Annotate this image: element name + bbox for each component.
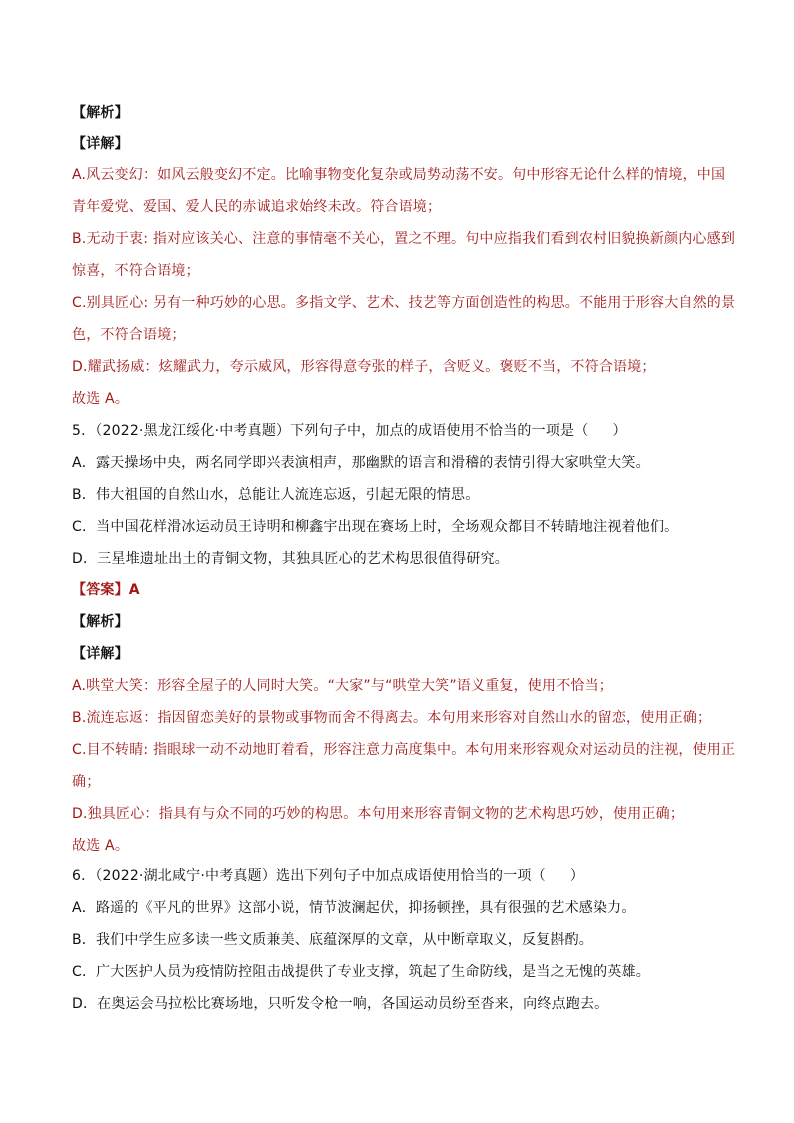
question-5-stem-text: 5．（2022·黑龙江绥化·中考真题）下列句子中，加点的成语使用不恰当的一项是（	[72, 423, 589, 439]
question-5-explanation-d: D.独具匠心：指具有与众不同的巧妙的构思。本句用来形容青铜文物的艺术构思巧妙，使用正确；	[72, 806, 685, 822]
question-5-jiexi-heading: 【解析】	[72, 614, 129, 630]
explanation-c-line1: C.别具匠心: 另有一种巧妙的心思。多指文学、艺术、技艺等方面创造性的构思。不能用于形容大自然的景	[72, 295, 736, 311]
question-6-option-a: A．路遥的《平凡的世界》这部小说，情节波澜起伏，抑扬顿挫，具有很强的艺术感染力。	[72, 900, 636, 916]
question-5-explanation-c-line2: 确；	[72, 774, 101, 790]
question-5-choose-answer: 故选 A。	[72, 838, 130, 854]
question-6-stem-text: 6．（2022·湖北咸宁·中考真题）选出下列句子中加点成语使用恰当的一项（	[72, 868, 546, 884]
explanation-b-line2: 惊喜，不符合语境；	[72, 263, 200, 279]
explanation-c-line2: 色，不符合语境；	[72, 327, 186, 343]
explanation-a-line2: 青年爱党、爱国、爱人民的赤诚追求始终未改。符合语境；	[72, 199, 442, 215]
question-5-stem	[72, 421, 627, 441]
question-6-stem-close: ）	[569, 868, 585, 884]
question-6-option-b: B．我们中学生应多读一些文质兼美、底蕴深厚的文章，从中断章取义，反复斟酌。	[72, 932, 594, 948]
question-5-explanation-b: B.流连忘返：指因留恋美好的景物或事物而舍不得离去。本句用来形容对自然山水的留恋，使用正确；	[72, 710, 712, 726]
question-5-option-c: C．当中国花样滑冰运动员王诗明和柳鑫宇出现在赛场上时，全场观众都目不转睛地注视着他们。	[72, 519, 679, 535]
choose-answer: 故选 A。	[72, 391, 130, 407]
question-5-option-a: A．露天操场中央，两名同学即兴表演相声，那幽默的语言和滑稽的表情引得大家哄堂大笑。	[72, 455, 650, 471]
explanation-a-line1: A.风云变幻：如风云般变幻不定。比喻事物变化复杂或局势动荡不安。句中形容无论什么样的情境，中国	[72, 167, 726, 183]
question-6-option-c: C．广大医护人员为疫情防控阻击战提供了专业支撑，筑起了生命防线，是当之无愧的英雄。	[72, 964, 650, 980]
question-5-stem-close: ）	[612, 423, 627, 439]
question-6-stem	[72, 866, 584, 886]
explanation-d-line1: D.耀武扬威：炫耀武力，夸示威风，形容得意夸张的样子，含贬义。褒贬不当，不符合语境；	[72, 359, 656, 375]
question-5-explanation-a: A.哄堂大笑：形容全屋子的人同时大笑。“大家”与“哄堂大笑”语义重复，使用不恰当；	[72, 678, 613, 694]
xiangjie-heading: 【详解】	[72, 136, 129, 152]
question-5-answer: 【答案】A	[72, 582, 140, 598]
explanation-b-line1: B.无动于衷: 指对应该关心、注意的事情毫不关心，置之不理。句中应指我们看到农村旧貌换新颜内心感到	[72, 231, 736, 247]
question-5-xiangjie-heading: 【详解】	[72, 646, 129, 662]
question-5-option-d: D．三星堆遗址出土的青铜文物，其独具匠心的艺术构思很值得研究。	[72, 551, 509, 567]
jiexi-heading: 【解析】	[72, 105, 129, 121]
question-6-option-d: D．在奥运会马拉松比赛场地，只听发令枪一响，各国运动员纷至沓来，向终点跑去。	[72, 996, 609, 1012]
question-5-explanation-c-line1: C.目不转睛: 指眼球一动不动地盯着看，形容注意力高度集中。本句用来形容观众对运动员的注视，使用正	[72, 742, 736, 758]
question-5-option-b: B．伟大祖国的自然山水，总能让人流连忘返，引起无限的情思。	[72, 487, 480, 503]
